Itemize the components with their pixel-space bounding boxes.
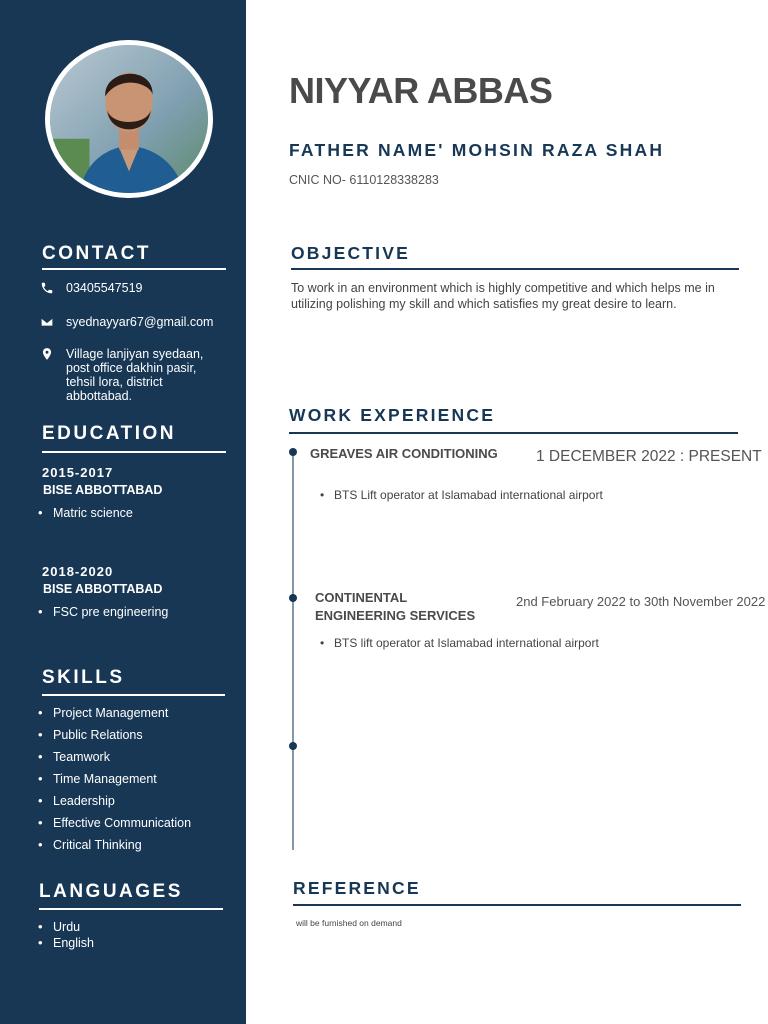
skills-divider: [42, 694, 225, 696]
timeline-line: [292, 452, 294, 850]
skill-item: • Teamwork: [38, 749, 110, 764]
address-line: abbottabad.: [66, 389, 133, 403]
objective-text: To work in an environment which is highly competitive and which helps me in utilizing polishing my skill and which satisfies my great desire to learn.: [291, 281, 715, 311]
profile-photo: [45, 40, 213, 198]
contact-heading: CONTACT: [42, 243, 151, 264]
candidate-name: NIYYAR ABBAS: [289, 70, 553, 111]
objective-divider: [291, 268, 739, 270]
education-years: 2018-2020: [42, 564, 114, 579]
contact-divider: [42, 268, 226, 270]
language-item: • Urdu: [38, 919, 80, 934]
phone-icon: [40, 281, 66, 295]
education-board: BISE ABBOTTABAD: [43, 483, 163, 497]
father-name: FATHER NAME' MOHSIN RAZA SHAH: [289, 140, 665, 160]
job-company: [315, 589, 475, 625]
skill-item: • Public Relations: [38, 727, 143, 742]
contact-email: [40, 315, 230, 329]
address-text: [66, 347, 203, 403]
skill-item: • Time Management: [38, 771, 157, 786]
reference-divider: [293, 904, 741, 906]
education-divider: [42, 451, 226, 453]
education-program: • Matric science: [38, 505, 133, 520]
address-line: post office dakhin pasir,: [66, 361, 197, 375]
skill-item: • Critical Thinking: [38, 837, 142, 852]
skill-item: • Project Management: [38, 705, 168, 720]
work-heading: WORK EXPERIENCE: [289, 405, 496, 425]
skills-heading: SKILLS: [42, 667, 125, 688]
skill-item: • Leadership: [38, 793, 115, 808]
job-date: 2nd February 2022 to 30th November 2022: [516, 594, 766, 609]
timeline-dot: [289, 594, 297, 602]
job-company: GREAVES AIR CONDITIONING: [310, 446, 498, 461]
education-program: • FSC pre engineering: [38, 604, 168, 619]
job-duty: • BTS lift operator at Islamabad international airport: [320, 636, 599, 650]
languages-heading: LANGUAGES: [39, 881, 183, 902]
email-address: syednayyar67@gmail.com: [66, 315, 214, 329]
envelope-icon: [40, 315, 66, 329]
job-date: 1 DECEMBER 2022 : PRESENT: [536, 448, 762, 465]
education-years: 2015-2017: [42, 465, 114, 480]
location-pin-icon: [40, 347, 66, 361]
phone-number: 03405547519: [66, 281, 143, 295]
cnic-number: CNIC NO- 6110128338283: [289, 173, 439, 187]
timeline-dot: [289, 448, 297, 456]
reference-heading: REFERENCE: [293, 878, 421, 898]
address-line: tehsil lora, district: [66, 375, 163, 389]
contact-address: [40, 347, 230, 403]
objective-heading: OBJECTIVE: [291, 243, 410, 263]
timeline-dot: [289, 742, 297, 750]
job-company-line: ENGINEERING SERVICES: [315, 608, 476, 623]
contact-phone: [40, 281, 230, 295]
language-item: • English: [38, 935, 94, 950]
education-heading: EDUCATION: [42, 423, 177, 444]
work-divider: [289, 432, 738, 434]
address-line: Village lanjiyan syedaan,: [66, 347, 204, 361]
reference-text: will be furnished on demand: [296, 918, 402, 928]
skill-item: • Effective Communication: [38, 815, 191, 830]
job-duty: • BTS Lift operator at Islamabad international airport: [320, 488, 603, 502]
sidebar: [0, 0, 246, 1024]
job-company-line: CONTINENTAL: [315, 590, 408, 605]
education-board: BISE ABBOTTABAD: [43, 582, 163, 596]
languages-divider: [39, 908, 223, 910]
